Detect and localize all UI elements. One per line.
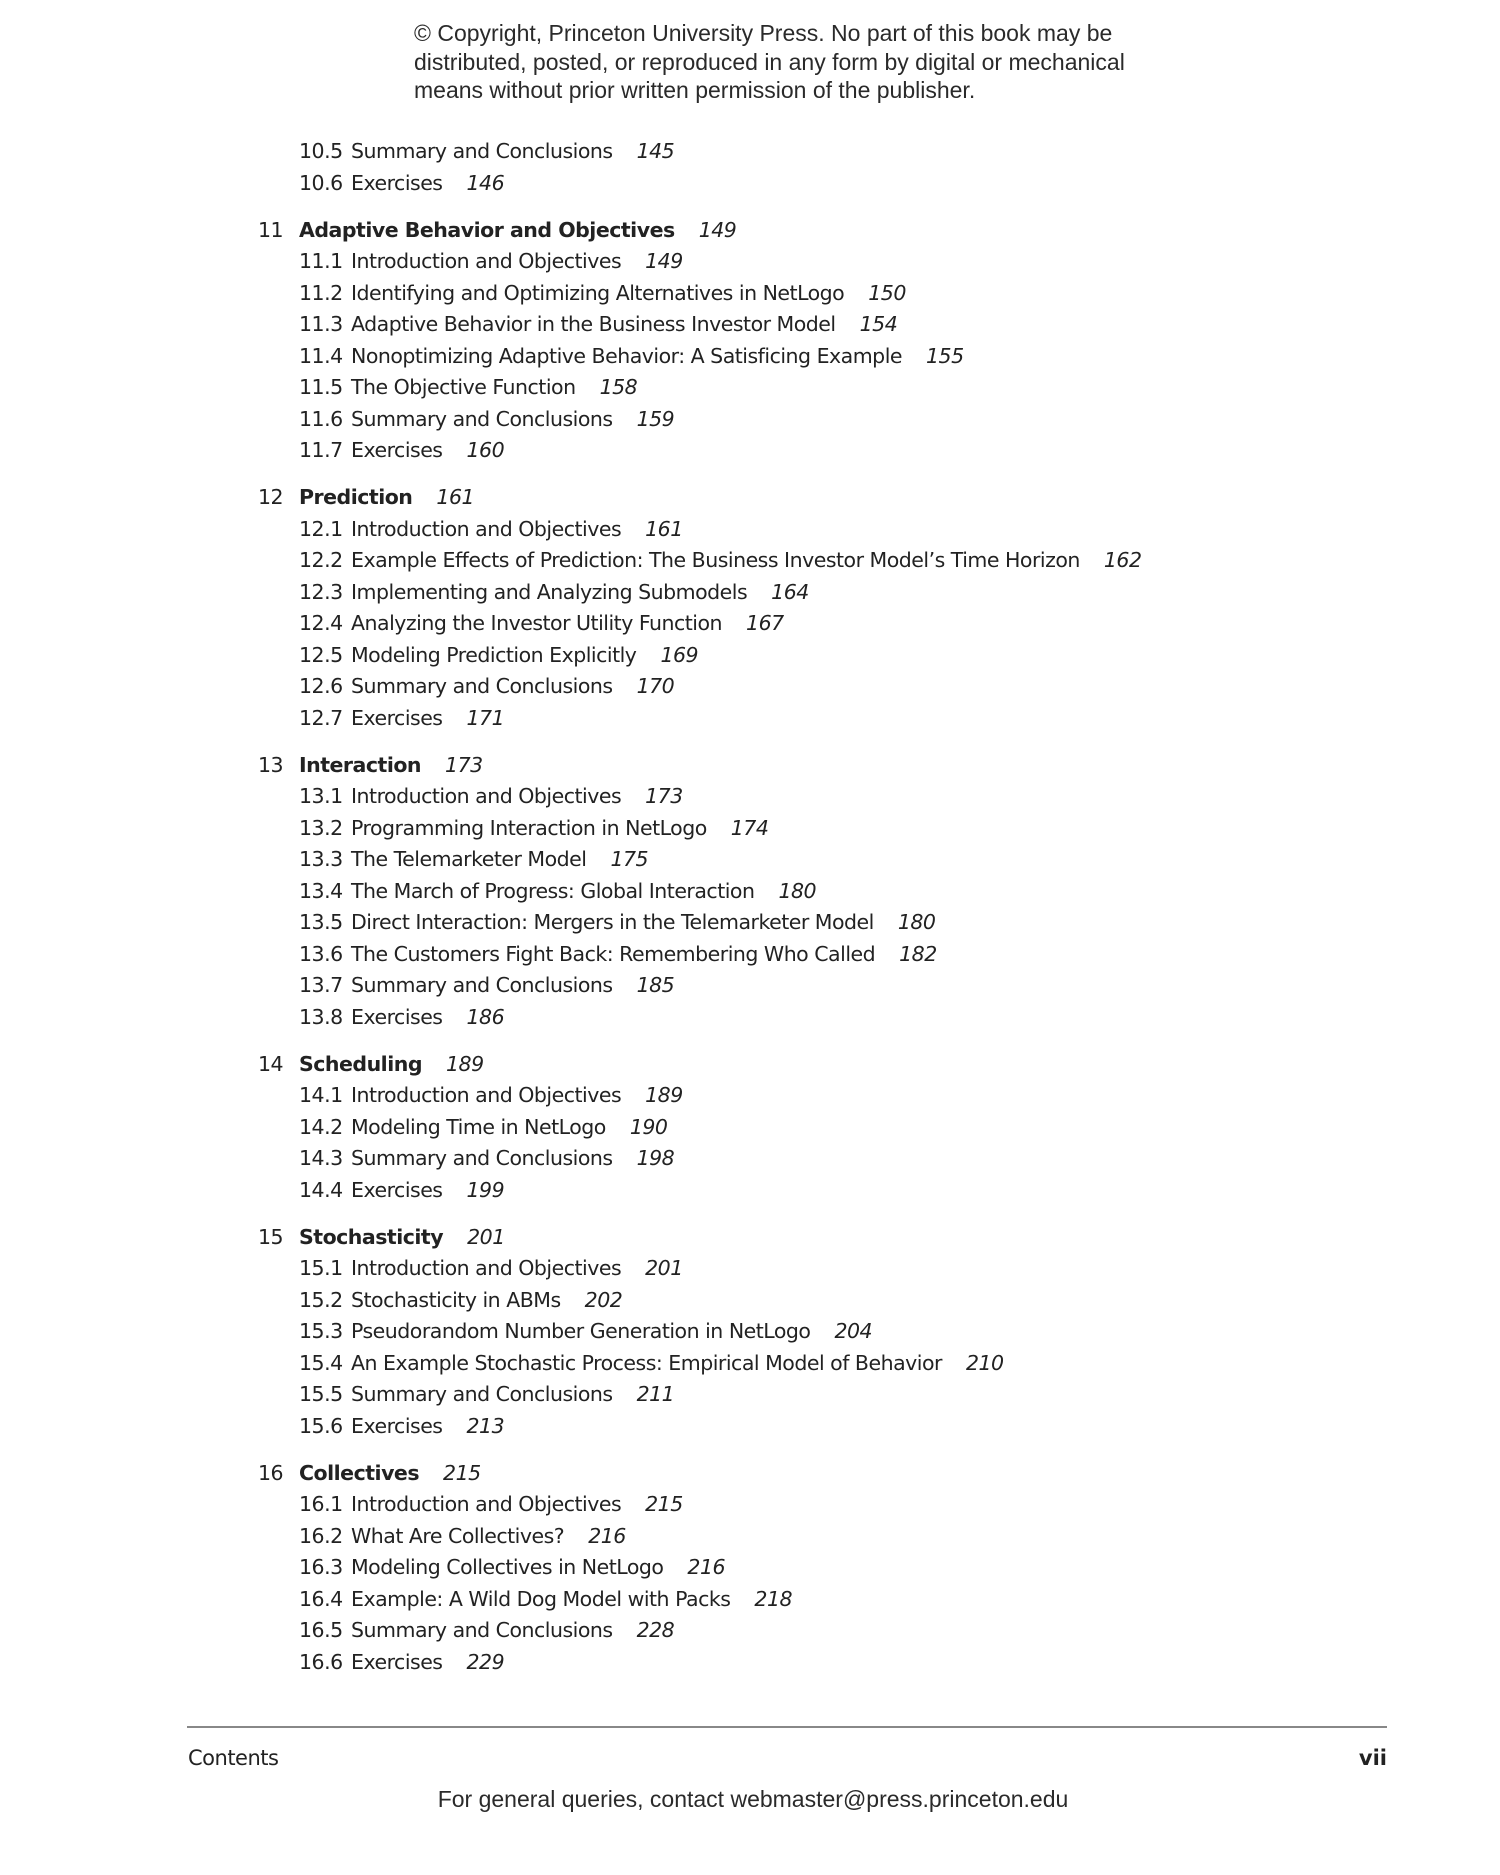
- entry-title: Modeling Time in NetLogo: [351, 1114, 606, 1139]
- entry-number: 12.1: [299, 516, 343, 541]
- entry-title: Summary and Conclusions: [351, 973, 613, 997]
- entry-title: Example Effects of Prediction: The Business Investor Model’s Time Horizon: [351, 548, 1080, 572]
- toc-section: [258, 1348, 1142, 1380]
- entry-page: 167: [746, 611, 784, 635]
- toc-section: [258, 1002, 1142, 1034]
- entry-page: 174: [730, 815, 769, 840]
- toc-section: [258, 246, 1142, 278]
- entry-number: 11.5: [299, 375, 343, 399]
- toc-section: [258, 703, 1142, 735]
- entry-title: Introduction and Objectives: [351, 1083, 622, 1107]
- entry-number: 10.5: [299, 139, 343, 163]
- entry-number: 15: [258, 1224, 284, 1249]
- entry-title: Adaptive Behavior and Objectives: [299, 217, 675, 242]
- entry-page: 189: [645, 1083, 683, 1107]
- entry-page: 160: [466, 438, 505, 462]
- entry-number: 13.5: [299, 910, 343, 934]
- toc-section: [258, 278, 1142, 310]
- entry-page: 154: [859, 312, 898, 336]
- entry-title: Introduction and Objectives: [351, 249, 622, 273]
- entry-number: 14.4: [299, 1177, 343, 1202]
- entry-title: Exercises: [351, 1177, 443, 1202]
- entry-number: 16.2: [299, 1523, 343, 1548]
- toc-section: [258, 577, 1142, 609]
- toc-section: [258, 341, 1142, 373]
- entry-title: Exercises: [351, 1004, 443, 1029]
- entry-page: 215: [443, 1460, 481, 1485]
- entry-page: 211: [636, 1382, 675, 1406]
- entry-page: 190: [629, 1114, 668, 1139]
- entry-number: 12.2: [299, 548, 343, 572]
- entry-number: 13.8: [299, 1004, 343, 1029]
- toc-section: [258, 1521, 1142, 1553]
- toc-section: [258, 640, 1142, 672]
- copyright-line: means without prior written permission of the publisher.: [414, 77, 976, 103]
- entry-title: Stochasticity in ABMs: [351, 1287, 561, 1312]
- entry-page: 210: [965, 1350, 1004, 1375]
- toc-section: [258, 136, 1142, 168]
- toc-section: [258, 372, 1142, 404]
- entry-number: 11.6: [299, 406, 343, 431]
- entry-number: 15.2: [299, 1287, 343, 1312]
- entry-page: 149: [645, 249, 683, 273]
- entry-title: Modeling Prediction Explicitly: [351, 642, 637, 667]
- toc-section: [258, 1285, 1142, 1317]
- entry-number: 11.4: [299, 343, 343, 368]
- entry-page: 229: [466, 1649, 505, 1674]
- entry-title: Prediction: [299, 485, 413, 509]
- contact-notice: For general queries, contact webmaster@press.princeton.edu: [437, 1786, 1069, 1812]
- entry-page: 198: [636, 1146, 675, 1170]
- entry-page: 213: [466, 1413, 505, 1438]
- entry-page: 201: [645, 1256, 683, 1280]
- entry-page: 145: [636, 139, 675, 163]
- entry-page: 161: [436, 485, 475, 509]
- entry-number: 13.3: [299, 847, 343, 871]
- toc-section: [258, 309, 1142, 341]
- table-of-contents: [258, 136, 1142, 1678]
- entry-number: 13.7: [299, 973, 343, 997]
- entry-title: Example: A Wild Dog Model with Packs: [351, 1586, 731, 1611]
- toc-chapter: [258, 215, 1142, 247]
- entry-number: 12: [258, 485, 284, 509]
- entry-number: 13: [258, 752, 284, 777]
- toc-section: [258, 514, 1142, 546]
- entry-page: 216: [687, 1555, 726, 1579]
- entry-title: Identifying and Optimizing Alternatives in NetLogo: [351, 280, 845, 305]
- entry-page: 155: [926, 343, 964, 368]
- page-number: vii: [1358, 1746, 1387, 1770]
- entry-title: Stochasticity: [299, 1224, 444, 1249]
- entry-number: 16: [258, 1460, 284, 1485]
- entry-number: 12.5: [299, 642, 343, 667]
- entry-page: 159: [636, 406, 675, 431]
- copyright-line: © Copyright, Princeton University Press. No part of this book may be: [414, 20, 1113, 46]
- toc-section: [258, 876, 1142, 908]
- entry-number: 12.3: [299, 579, 343, 604]
- entry-title: Summary and Conclusions: [351, 1382, 613, 1406]
- toc-chapter: [258, 1049, 1142, 1081]
- entry-number: 14.1: [299, 1083, 343, 1107]
- entry-page: 215: [645, 1492, 683, 1516]
- toc-section: [258, 1411, 1142, 1443]
- entry-number: 15.3: [299, 1319, 343, 1343]
- toc-chapter: [258, 482, 1142, 514]
- copyright-notice: [414, 19, 1414, 105]
- entry-page: 158: [599, 375, 638, 399]
- toc-section: [258, 1489, 1142, 1521]
- entry-title: Introduction and Objectives: [351, 1492, 622, 1516]
- entry-page: 173: [445, 752, 483, 777]
- entry-title: The Objective Function: [351, 375, 576, 399]
- entry-number: 14.2: [299, 1114, 343, 1139]
- entry-page: 175: [610, 847, 649, 871]
- entry-title: Summary and Conclusions: [351, 139, 613, 163]
- toc-section: [258, 1379, 1142, 1411]
- entry-page: 201: [467, 1224, 505, 1249]
- entry-page: 199: [466, 1177, 505, 1202]
- entry-number: 14.3: [299, 1146, 343, 1170]
- entry-page: 216: [588, 1523, 626, 1548]
- entry-page: 180: [778, 878, 817, 903]
- entry-title: Summary and Conclusions: [351, 406, 613, 431]
- entry-number: 13.6: [299, 941, 343, 966]
- entry-title: An Example Stochastic Process: Empirical Model of Behavior: [351, 1350, 942, 1375]
- entry-title: Implementing and Analyzing Submodels: [351, 579, 748, 604]
- running-head: Contents: [188, 1746, 279, 1770]
- entry-title: Summary and Conclusions: [351, 1618, 613, 1642]
- toc-section: [258, 781, 1142, 813]
- entry-number: 16.6: [299, 1649, 343, 1674]
- entry-page: 170: [636, 674, 675, 698]
- entry-title: Introduction and Objectives: [351, 516, 622, 541]
- toc-section: [258, 435, 1142, 467]
- entry-page: 173: [645, 784, 683, 808]
- entry-title: Modeling Collectives in NetLogo: [351, 1555, 664, 1579]
- entry-page: 185: [636, 973, 675, 997]
- entry-title: Exercises: [351, 1649, 443, 1674]
- entry-title: The March of Progress: Global Interaction: [351, 878, 755, 903]
- entry-title: Pseudorandom Number Generation in NetLogo: [351, 1319, 811, 1343]
- toc-section: [258, 671, 1142, 703]
- entry-number: 16.5: [299, 1618, 343, 1642]
- entry-title: Scheduling: [299, 1051, 423, 1076]
- toc-section: [258, 545, 1142, 577]
- toc-section: [258, 1143, 1142, 1175]
- entry-page: 204: [834, 1319, 873, 1343]
- entry-title: Analyzing the Investor Utility Function: [351, 611, 723, 635]
- entry-page: 149: [698, 217, 737, 242]
- toc-section: [258, 939, 1142, 971]
- toc-section: [258, 404, 1142, 436]
- toc-chapter: [258, 750, 1142, 782]
- entry-number: 12.6: [299, 674, 343, 698]
- entry-page: 186: [466, 1004, 505, 1029]
- entry-title: What Are Collectives?: [351, 1523, 565, 1548]
- toc-section: [258, 608, 1142, 640]
- toc-section: [258, 1615, 1142, 1647]
- toc-chapter: [258, 1222, 1142, 1254]
- entry-title: Exercises: [351, 170, 443, 195]
- entry-number: 13.2: [299, 815, 343, 840]
- entry-number: 13.1: [299, 784, 343, 808]
- toc-section: [258, 1112, 1142, 1144]
- entry-title: The Customers Fight Back: Remembering Who Called: [351, 941, 876, 966]
- entry-page: 182: [899, 941, 937, 966]
- entry-page: 161: [645, 516, 683, 541]
- entry-page: 162: [1103, 548, 1142, 572]
- entry-title: The Telemarketer Model: [351, 847, 587, 871]
- entry-number: 11: [258, 217, 284, 242]
- entry-title: Introduction and Objectives: [351, 1256, 622, 1280]
- entry-title: Interaction: [299, 752, 422, 777]
- copyright-line: distributed, posted, or reproduced in any form by digital or mechanical: [414, 48, 1125, 75]
- entry-page: 228: [636, 1618, 675, 1642]
- entry-page: 202: [584, 1287, 623, 1312]
- toc-section: [258, 907, 1142, 939]
- entry-title: Adaptive Behavior in the Business Investor Model: [351, 312, 836, 336]
- entry-number: 16.4: [299, 1586, 343, 1611]
- toc-section: [258, 844, 1142, 876]
- entry-page: 164: [771, 579, 809, 604]
- entry-number: 16.1: [299, 1492, 343, 1516]
- entry-title: Exercises: [351, 1413, 443, 1438]
- entry-number: 13.4: [299, 878, 343, 903]
- toc-chapter: [258, 1458, 1142, 1490]
- entry-page: 146: [466, 170, 505, 195]
- entry-page: 169: [660, 642, 699, 667]
- entry-number: 12.4: [299, 611, 343, 635]
- entry-number: 11.3: [299, 312, 343, 336]
- entry-page: 171: [466, 705, 505, 730]
- entry-title: Exercises: [351, 438, 443, 462]
- entry-number: 11.1: [299, 249, 343, 273]
- entry-title: Exercises: [351, 705, 443, 730]
- toc-section: [258, 813, 1142, 845]
- entry-number: 12.7: [299, 705, 343, 730]
- entry-page: 150: [868, 280, 906, 305]
- toc-section: [258, 1316, 1142, 1348]
- toc-section: [258, 1253, 1142, 1285]
- entry-title: Summary and Conclusions: [351, 674, 613, 698]
- entry-title: Direct Interaction: Mergers in the Telemarketer Model: [351, 910, 874, 934]
- toc-section: [258, 1080, 1142, 1112]
- toc-section: [258, 1175, 1142, 1207]
- entry-number: 15.4: [299, 1350, 343, 1375]
- entry-title: Collectives: [299, 1460, 420, 1485]
- entry-title: Programming Interaction in NetLogo: [351, 815, 707, 840]
- entry-number: 15.6: [299, 1413, 343, 1438]
- entry-title: Introduction and Objectives: [351, 784, 622, 808]
- toc-section: [258, 1584, 1142, 1616]
- entry-title: Summary and Conclusions: [351, 1146, 613, 1170]
- footer-divider: [187, 1726, 1387, 1728]
- entry-number: 11.2: [299, 280, 343, 305]
- entry-title: Nonoptimizing Adaptive Behavior: A Satisficing Example: [351, 343, 903, 368]
- toc-section: [258, 168, 1142, 200]
- entry-number: 14: [258, 1051, 284, 1076]
- entry-number: 10.6: [299, 170, 343, 195]
- entry-number: 15.1: [299, 1256, 343, 1280]
- toc-section: [258, 1552, 1142, 1584]
- toc-section: [258, 1647, 1142, 1679]
- entry-number: 11.7: [299, 438, 343, 462]
- entry-page: 218: [754, 1586, 793, 1611]
- entry-page: 189: [446, 1051, 484, 1076]
- entry-page: 180: [897, 910, 936, 934]
- toc-section: [258, 970, 1142, 1002]
- entry-number: 16.3: [299, 1555, 343, 1579]
- entry-number: 15.5: [299, 1382, 343, 1406]
